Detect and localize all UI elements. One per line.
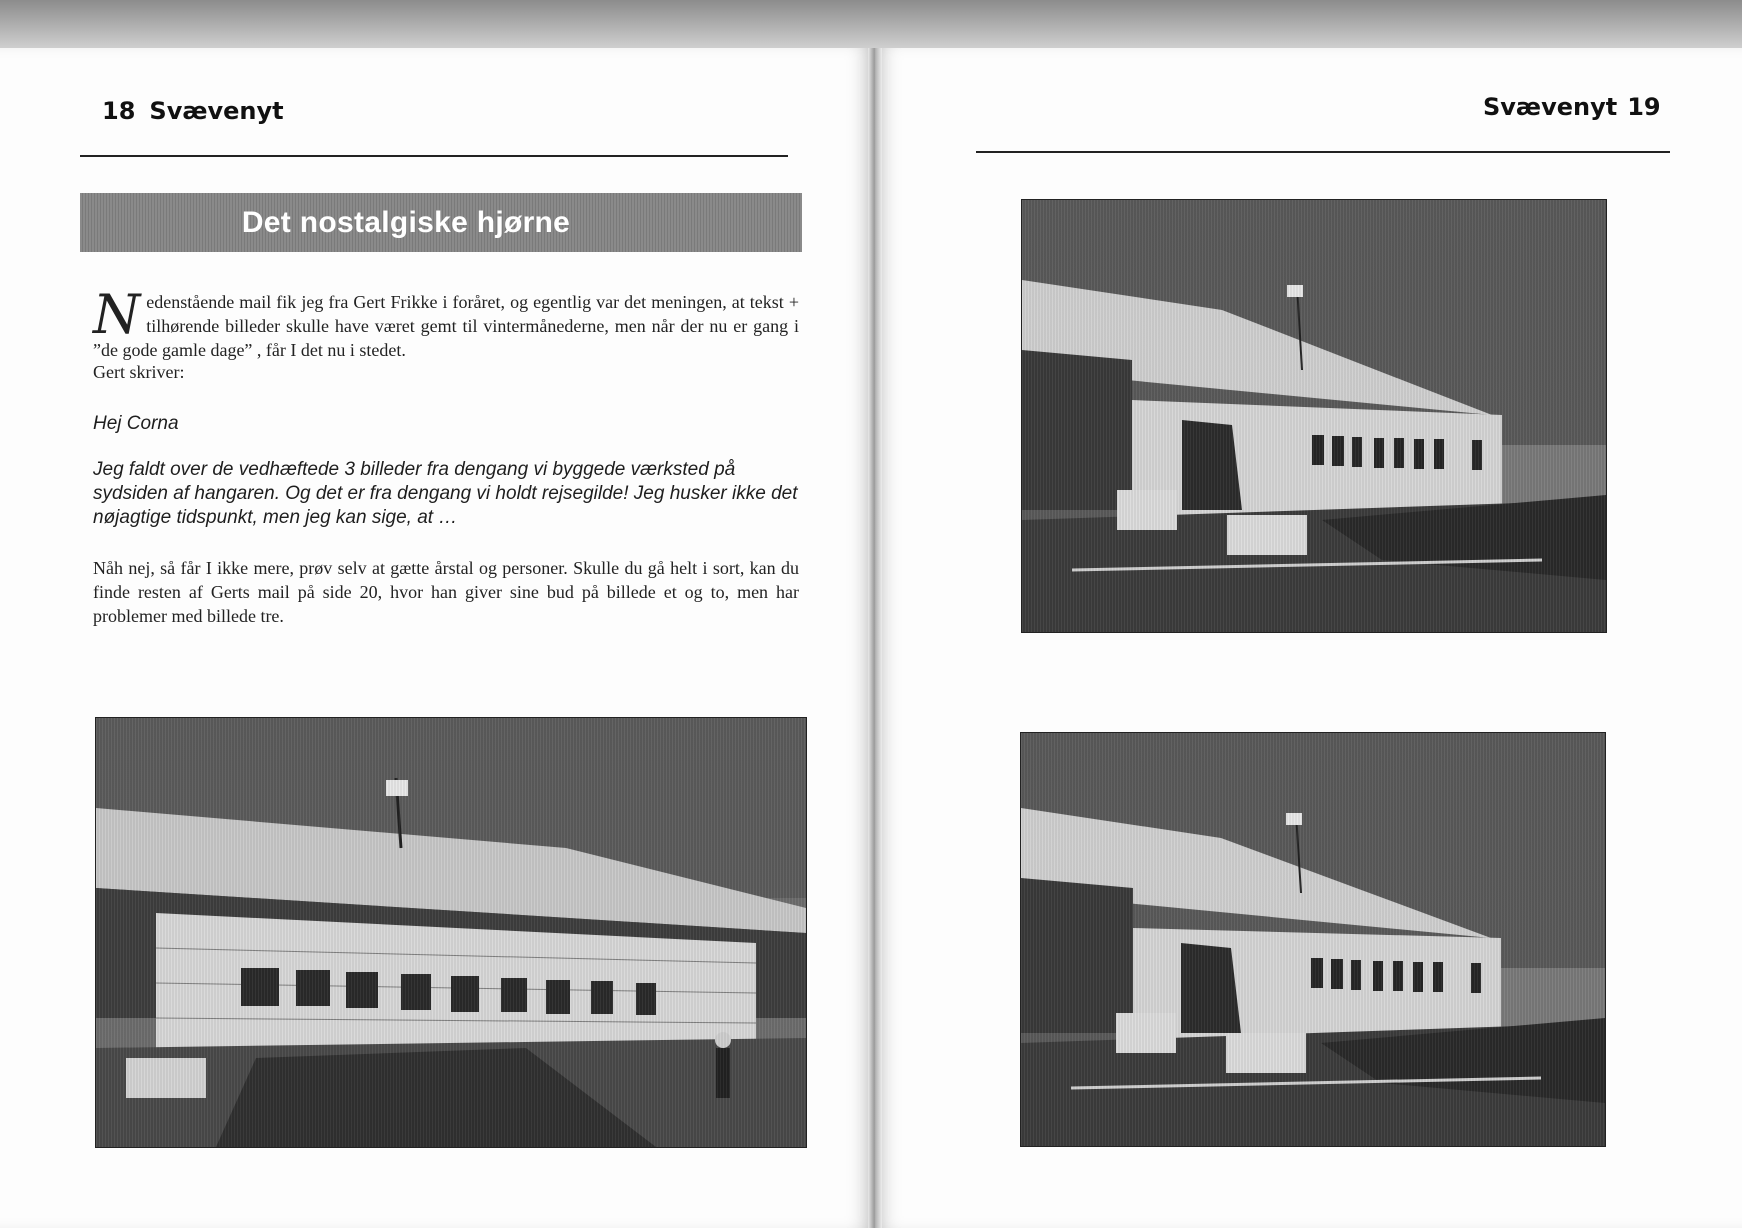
left-header-rule bbox=[80, 155, 788, 157]
email-body: Jeg faldt over de vedhæftede 3 billeder fra dengang vi byggede værksted på sydsiden af hangaren. Og det er fra dengang vi holdt rejsegilde! Jeg husker ikke det nøjagtige tidspunkt, men jeg kan sige, at … bbox=[93, 459, 798, 528]
photo-3-image bbox=[1021, 733, 1605, 1146]
photo-workshop-construction-1 bbox=[95, 717, 807, 1148]
intro-text: edenstående mail fik jeg fra Gert Frikke i foråret, og egentlig var det meningen, at tekst + tilhørende billeder skulle have været gemt til vintermånederne, men når der nu er gang i ”de gode gamle dage” , får I det nu i stedet. bbox=[93, 292, 799, 360]
email-greeting: Hej Corna bbox=[93, 413, 179, 434]
intro-paragraph bbox=[93, 283, 799, 362]
left-page-header bbox=[102, 97, 284, 125]
closing-paragraph: Nåh nej, så får I ikke mere, prøv selv at gætte årstal og personer. Skulle du gå helt i sort, kan du finde resten af Gerts mail på side 20, hvor han giver sine bud på billede et og to, men har problemer med billede tre. bbox=[93, 558, 799, 626]
right-page-number: 19 bbox=[1627, 93, 1661, 121]
photo-1-image bbox=[96, 718, 806, 1147]
drop-cap: N bbox=[93, 283, 141, 346]
left-magazine-name: Svævenyt bbox=[149, 97, 284, 125]
scan-top-edge bbox=[0, 0, 1742, 48]
article-title-bar bbox=[80, 193, 802, 252]
article-title: Det nostalgiske hjørne bbox=[241, 205, 571, 239]
photo-workshop-construction-2 bbox=[1021, 199, 1607, 633]
right-magazine-name: Svævenyt bbox=[1483, 93, 1618, 121]
photo-workshop-construction-3 bbox=[1020, 732, 1606, 1147]
signoff-line: Gert skriver: bbox=[93, 362, 185, 382]
book-gutter bbox=[868, 48, 882, 1228]
left-page-number: 18 bbox=[102, 97, 136, 125]
right-header-rule bbox=[976, 151, 1670, 153]
right-page-header bbox=[1483, 93, 1661, 121]
photo-2-image bbox=[1022, 200, 1606, 632]
